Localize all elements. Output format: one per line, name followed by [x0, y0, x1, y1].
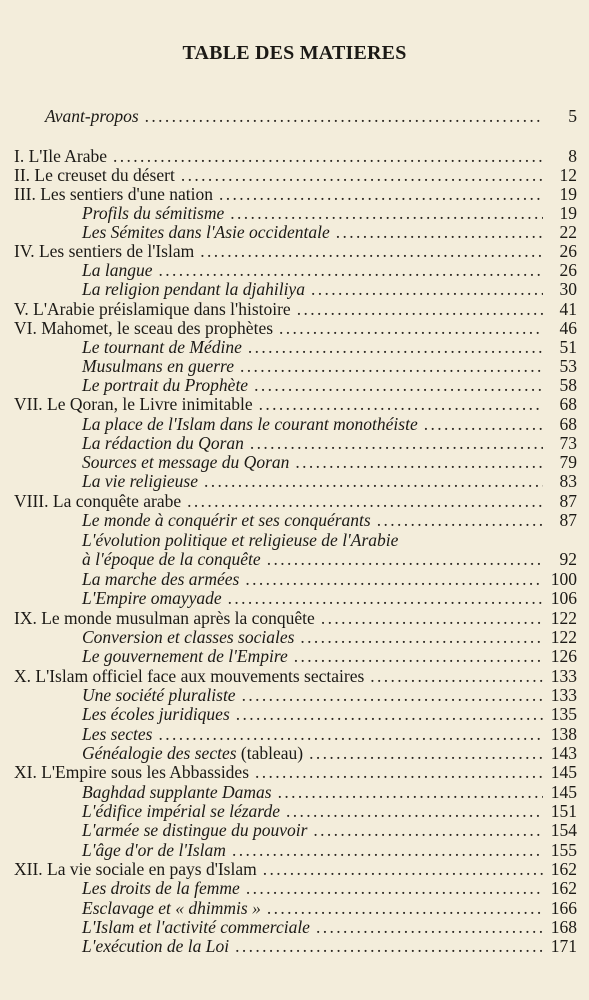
page-number: 79: [559, 452, 577, 472]
page-number: 26: [559, 260, 577, 280]
toc-entry: [0, 840, 589, 860]
toc-entry: [0, 260, 589, 280]
section-title: Généalogie des sectes (tableau): [82, 743, 304, 763]
dot-leader: [259, 394, 543, 414]
page-number: 87: [559, 491, 577, 511]
chapter-number: XI.: [14, 762, 42, 782]
toc-entry: [0, 685, 589, 705]
chapter-number: VII.: [14, 394, 48, 414]
dot-leader: [377, 510, 543, 530]
section-title: Le gouvernement de l'Empire: [82, 646, 288, 666]
page-number: 162: [550, 859, 577, 879]
section-title: Le tournant de Médine: [82, 337, 242, 357]
dot-leader: [279, 318, 543, 338]
dot-leader: [250, 433, 543, 453]
section-title: La rédaction du Qoran: [82, 433, 244, 453]
toc-entry: [0, 588, 589, 608]
toc-entry: [0, 936, 589, 956]
chapter-number: IV.: [14, 241, 39, 261]
page-number: 73: [559, 433, 577, 453]
section-title: Les droits de la femme: [82, 878, 240, 898]
chapter-title: Le Qoran, le Livre inimitable: [47, 394, 253, 414]
toc-entry: [0, 106, 589, 126]
page-number: 19: [559, 203, 577, 223]
section-title: L'évolution politique et religieuse de l'Arabie: [82, 530, 399, 550]
page-number: 155: [550, 840, 577, 860]
page-number: 46: [559, 318, 577, 338]
toc-entry: [0, 299, 589, 319]
dot-leader: [254, 375, 543, 395]
toc-entry: [0, 549, 589, 569]
section-title: Les Sémites dans l'Asie occidentale: [82, 222, 330, 242]
page-number: 87: [559, 510, 577, 530]
section-title: L'Islam et l'activité commerciale: [82, 917, 310, 937]
page-number: 30: [559, 279, 577, 299]
page-number: 53: [559, 356, 577, 376]
toc-entry: [0, 471, 589, 491]
dot-leader: [200, 241, 543, 261]
dot-leader: [159, 260, 544, 280]
page-number: 68: [559, 414, 577, 434]
page-number: 100: [550, 569, 577, 589]
page-number: 145: [550, 762, 577, 782]
dot-leader: [248, 337, 543, 357]
page-number: 138: [550, 724, 577, 744]
section-title: Musulmans en guerre: [82, 356, 234, 376]
page-number: 162: [550, 878, 577, 898]
toc-entry: [0, 608, 589, 628]
toc-entry: [0, 491, 589, 511]
chapter-number: V.: [14, 299, 34, 319]
page-number: 171: [550, 936, 577, 956]
chapter-number: XII.: [14, 859, 48, 879]
toc-entry: [0, 704, 589, 724]
chapter-number: IX.: [14, 608, 42, 628]
section-title: Le monde à conquérir et ses conquérants: [82, 510, 371, 530]
toc-entry: [0, 433, 589, 453]
page-number: 135: [550, 704, 577, 724]
section-title: L'exécution de la Loi: [82, 936, 230, 956]
dot-leader: [113, 146, 543, 166]
dot-leader: [242, 685, 543, 705]
chapter-title: Les sentiers de l'Islam: [38, 241, 195, 261]
page-number: 51: [559, 337, 577, 357]
dot-leader: [236, 704, 543, 724]
toc-entry: [0, 318, 589, 338]
page-number: 19: [559, 184, 577, 204]
toc-entry: [0, 184, 589, 204]
dot-leader: [370, 666, 543, 686]
page-number: 166: [550, 898, 577, 918]
chapter-title: L'Empire sous les Abbassides: [41, 762, 250, 782]
section-title: La langue: [82, 260, 153, 280]
dot-leader: [321, 608, 543, 628]
toc-entry: [0, 724, 589, 744]
toc-entry: [0, 414, 589, 434]
dot-leader: [295, 452, 543, 472]
dot-leader: [181, 165, 543, 185]
section-title: La vie religieuse: [82, 471, 198, 491]
section-title: Esclavage et « dhimmis »: [82, 898, 261, 918]
toc-entry: [0, 165, 589, 185]
toc-entry: [0, 917, 589, 937]
toc-entry: [0, 146, 589, 166]
dot-leader: [263, 859, 543, 879]
dot-leader: [245, 569, 543, 589]
dot-leader: [255, 762, 543, 782]
dot-leader: [267, 898, 543, 918]
section-title: Le portrait du Prophète: [82, 375, 249, 395]
page-number: 8: [568, 146, 577, 166]
dot-leader: [316, 917, 543, 937]
toc-entry: [0, 801, 589, 821]
chapter-title: Mahomet, le sceau des prophètes: [41, 318, 274, 338]
toc-entry: [0, 279, 589, 299]
chapter-number: III.: [14, 184, 41, 204]
section-title: Les sectes: [82, 724, 153, 744]
dot-leader: [158, 724, 543, 744]
section-title: Les écoles juridiques: [82, 704, 230, 724]
page-number: 154: [550, 820, 577, 840]
page-number: 143: [550, 743, 577, 763]
page-number: 151: [550, 801, 577, 821]
page-number: 68: [559, 394, 577, 414]
chapter-title: L'Arabie préislamique dans l'histoire: [33, 299, 291, 319]
chapter-number: II.: [14, 165, 35, 185]
dot-leader: [313, 820, 543, 840]
toc-entry: [0, 241, 589, 261]
chapter-title: L'Ile Arabe: [28, 146, 108, 166]
chapter-number: I.: [14, 146, 29, 166]
chapter-title: L'Islam officiel face aux mouvements sectaires: [35, 666, 365, 686]
page-number: 133: [550, 685, 577, 705]
dot-leader: [297, 299, 543, 319]
toc-entry: [0, 569, 589, 589]
dot-leader: [230, 203, 543, 223]
toc-entry: [0, 530, 589, 550]
section-title: Une société pluraliste: [82, 685, 236, 705]
section-title: Conversion et classes sociales: [82, 627, 295, 647]
section-title: Avant-propos: [45, 106, 139, 126]
dot-leader: [240, 356, 543, 376]
dot-leader: [424, 414, 543, 434]
section-title: La place de l'Islam dans le courant monothéiste: [82, 414, 418, 434]
toc-entry: [0, 627, 589, 647]
page-number: 41: [559, 299, 577, 319]
dot-leader: [300, 627, 543, 647]
toc-entry: [0, 375, 589, 395]
toc-entry: [0, 510, 589, 530]
chapter-title: Les sentiers d'une nation: [40, 184, 213, 204]
toc-entry: [0, 820, 589, 840]
page-number: 106: [550, 588, 577, 608]
toc-entry: [0, 203, 589, 223]
dot-leader: [267, 549, 543, 569]
page-number: 126: [550, 646, 577, 666]
dot-leader: [228, 588, 543, 608]
page-number: 145: [550, 782, 577, 802]
chapter-title: Le monde musulman après la conquête: [41, 608, 315, 628]
section-title: La religion pendant la djahiliya: [82, 279, 305, 299]
page-title: TABLE DES MATIERES: [182, 42, 407, 64]
section-title: Baghdad supplante Damas: [82, 782, 272, 802]
page-number: 26: [559, 241, 577, 261]
section-title-suffix: (tableau): [236, 743, 304, 763]
page-number: 92: [559, 549, 577, 569]
chapter-number: VI.: [14, 318, 42, 338]
section-title: L'Empire omayyade: [82, 588, 222, 608]
section-title: Profils du sémitisme: [82, 203, 225, 223]
dot-leader: [311, 279, 543, 299]
page-number: 122: [550, 627, 577, 647]
dot-leader: [336, 222, 543, 242]
toc-entry: [0, 898, 589, 918]
toc-entry: [0, 782, 589, 802]
section-title: L'âge d'or de l'Islam: [82, 840, 226, 860]
dot-leader: [219, 184, 543, 204]
page-number: 168: [550, 917, 577, 937]
section-title: à l'époque de la conquête: [82, 549, 261, 569]
dot-leader: [278, 782, 543, 802]
toc-entry: [0, 859, 589, 879]
toc-entry: [0, 646, 589, 666]
section-title: La marche des armées: [82, 569, 240, 589]
toc-entry: [0, 356, 589, 376]
toc-entry: [0, 762, 589, 782]
toc-entry: [0, 743, 589, 763]
chapter-number: X.: [14, 666, 36, 686]
dot-leader: [204, 471, 543, 491]
chapter-number: VIII.: [14, 491, 53, 511]
page-number: 58: [559, 375, 577, 395]
chapter-title: La vie sociale en pays d'Islam: [47, 859, 257, 879]
page-number: 5: [568, 106, 577, 126]
section-title: L'armée se distingue du pouvoir: [82, 820, 308, 840]
page-number: 122: [550, 608, 577, 628]
toc-entry: [0, 394, 589, 414]
section-title: L'édifice impérial se lézarde: [82, 801, 280, 821]
chapter-title: Le creuset du désert: [34, 165, 175, 185]
page-number: 133: [550, 666, 577, 686]
toc-entry: [0, 222, 589, 242]
toc-entry: [0, 666, 589, 686]
dot-leader: [235, 936, 543, 956]
page-number: 83: [559, 471, 577, 491]
dot-leader: [309, 743, 543, 763]
section-title: Sources et message du Qoran: [82, 452, 290, 472]
toc-entry: [0, 878, 589, 898]
dot-leader: [187, 491, 543, 511]
page-number: 12: [559, 165, 577, 185]
dot-leader: [232, 840, 543, 860]
dot-leader: [145, 106, 543, 126]
dot-leader: [294, 646, 543, 666]
toc-entry: [0, 337, 589, 357]
toc-entry: [0, 452, 589, 472]
chapter-title: La conquête arabe: [52, 491, 182, 511]
page-number: 22: [559, 222, 577, 242]
dot-leader: [286, 801, 543, 821]
dot-leader: [246, 878, 543, 898]
